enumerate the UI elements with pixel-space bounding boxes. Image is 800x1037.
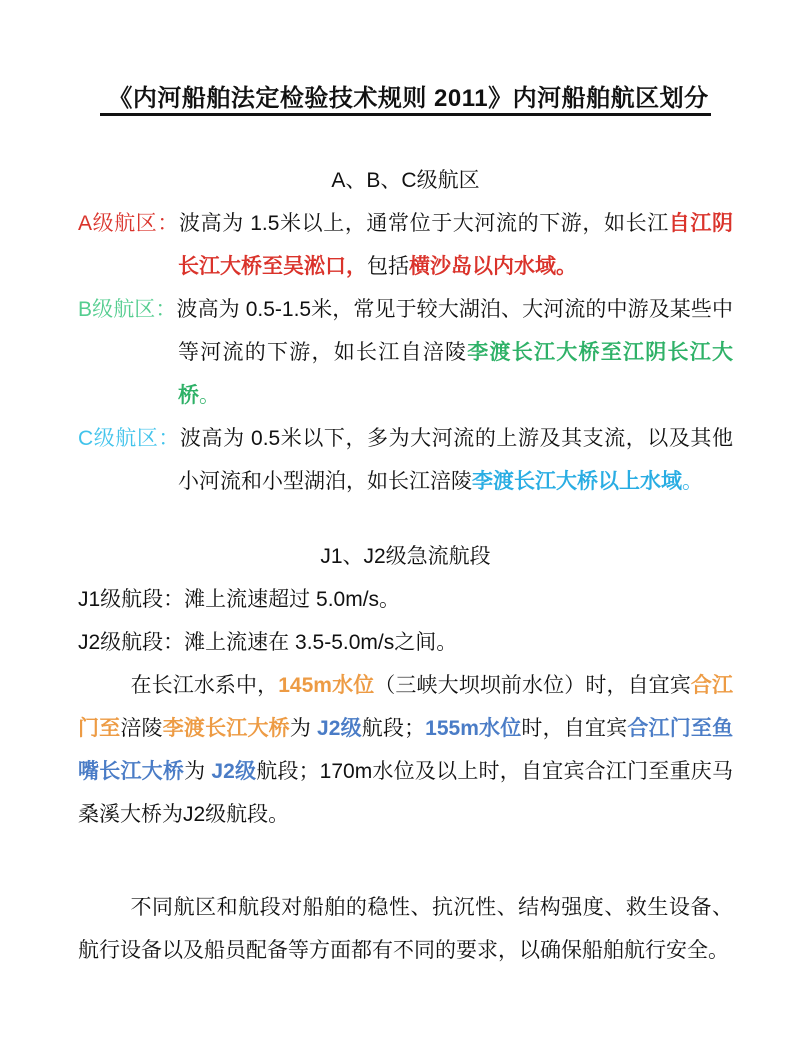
yangtze-paragraph xyxy=(78,664,733,836)
text-segment: 自江阴长江大桥至吴淞口， xyxy=(178,212,733,278)
text-segment: 。 xyxy=(199,384,220,407)
text-segment: 涪陵 xyxy=(120,717,163,740)
text-segment: 为 xyxy=(184,760,212,783)
text-segment: 李渡长江大桥 xyxy=(162,717,290,740)
text-segment: 时，自宜宾 xyxy=(521,717,628,740)
text-segment: 为 xyxy=(289,717,318,740)
zone-entry-c xyxy=(78,417,733,503)
zone-entry-b xyxy=(78,288,733,417)
closing-paragraph: 不同航区和航段对船舶的稳性、抗沉性、结构强度、救生设备、航行设备以及船员配备等方面都有不同的要求，以确保船舶航行安全。 xyxy=(78,896,733,962)
text-segment: J2级 xyxy=(211,760,257,783)
zone-text-b xyxy=(176,298,733,407)
text-segment: 155m水位 xyxy=(425,717,522,740)
text-segment: J2级 xyxy=(317,717,362,740)
text-segment: 航段； xyxy=(361,717,426,740)
zone-text-a xyxy=(178,212,733,278)
text-segment: 合江门至 xyxy=(78,674,733,740)
section-heading-j: J1、J2级急流航段 xyxy=(320,545,491,568)
doc-title-text: 《内河船舶法定检验技术规则 2011》内河船舶航区划分 xyxy=(100,85,710,116)
zone-entries xyxy=(78,202,733,503)
text-segment: 李渡长江大桥以上水域 xyxy=(472,470,682,493)
text-segment: 波高为 0.5米以下，多为大河流的上游及其支流，以及其他小河流和小型湖泊，如长江涪陵 xyxy=(178,427,733,493)
j1-line: J1级航段：滩上流速超过 5.0m/s。 xyxy=(78,588,401,611)
zone-label-c: C级航区： xyxy=(78,427,180,450)
zone-label-b: B级航区： xyxy=(78,298,177,321)
text-segment: 。 xyxy=(682,470,703,493)
text-segment: 在长江水系中， xyxy=(130,674,279,697)
zone-label-a: A级航区： xyxy=(78,212,179,235)
text-segment: 合江门至鱼嘴长江大桥 xyxy=(78,717,734,783)
text-segment: 横沙岛以内水域。 xyxy=(409,255,577,278)
doc-title xyxy=(78,0,733,116)
text-segment: 航段；170m水位及以上时，自宜宾合江门至重庆马桑溪大桥为J2级航段。 xyxy=(78,760,734,826)
text-segment: （三峡大坝坝前水位）时，自宜宾 xyxy=(374,674,691,697)
rapid-segment-lines xyxy=(78,578,733,664)
text-segment: 李渡长江大桥至江阴长江大桥 xyxy=(178,341,733,407)
zone-entry-a xyxy=(78,202,733,288)
text-segment: 包括 xyxy=(367,255,409,278)
zone-text-c xyxy=(178,427,733,493)
text-segment: 波高为 1.5米以上，通常位于大河流的下游，如长江 xyxy=(179,212,669,235)
text-segment: 波高为 0.5-1.5米，常见于较大湖泊、大河流的中游及某些中等河流的下游，如长江自涪陵 xyxy=(176,298,733,364)
section-heading-abc: A、B、C级航区 xyxy=(331,169,480,192)
j2-line: J2级航段：滩上流速在 3.5-5.0m/s之间。 xyxy=(78,631,458,654)
text-segment: 145m水位 xyxy=(278,674,375,697)
